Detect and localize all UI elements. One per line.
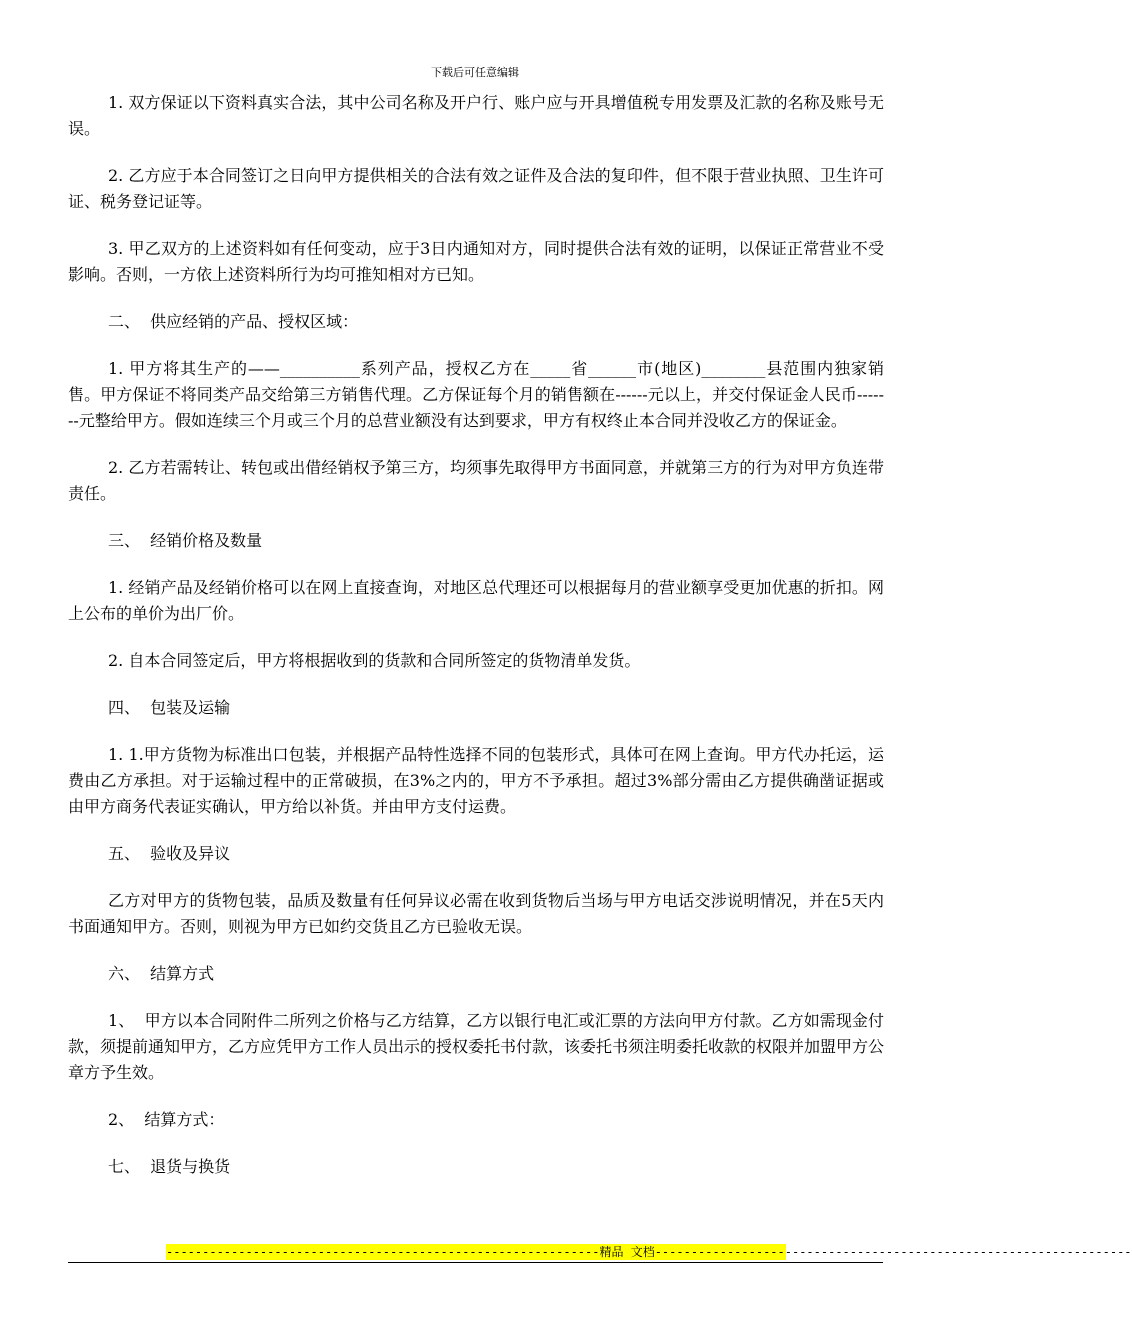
clause-paragraph: 2、 结算方式： [108, 1110, 225, 1129]
clause-paragraph: 1. 经销产品及经销价格可以在网上直接查询，对地区总代理还可以根据每月的营业额享受更加优惠的折扣。网上公布的单价为出厂价。 [68, 578, 884, 623]
section-heading: 七、 退货与换货 [108, 1157, 231, 1176]
footer-divider [68, 1262, 883, 1263]
section-heading: 二、 供应经销的产品、授权区域： [108, 312, 359, 331]
section-heading: 三、 经销价格及数量 [108, 531, 263, 550]
clause-paragraph: 2. 乙方若需转让、转包或出借经销权予第三方，均须事先取得甲方书面同意，并就第三方的行为对甲方负连带责任。 [68, 458, 884, 503]
clause-paragraph: 1. 1.甲方货物为标准出口包装，并根据产品特性选择不同的包装形式，具体可在网上查询。甲方代办托运，运费由乙方承担。对于运输过程中的正常破损，在3%之内的，甲方不予承担。超过3%部分需由乙方提供确凿证据或由甲方商务代表证实确认，甲方给以补货。并由甲方支付运费。 [68, 745, 884, 816]
clause-paragraph: 2. 自本合同签定后，甲方将根据收到的货款和合同所签定的货物清单发货。 [108, 651, 641, 670]
clause-paragraph: 1. 双方保证以下资料真实合法，其中公司名称及开户行、账户应与开具增值税专用发票及汇款的名称及账号无误。 [68, 93, 884, 138]
clause-paragraph: 1、 甲方以本合同附件二所列之价格与乙方结算，乙方以银行电汇或汇票的方法向甲方付款。乙方如需现金付款，须提前通知甲方，乙方应凭甲方工作人员出示的授权委托书付款，该委托书须注明委托收款的权限并加盟甲方公章方予生效。 [68, 1011, 885, 1082]
clause-paragraph: 2. 乙方应于本合同签订之日向甲方提供相关的合法有效之证件及合法的复印件，但不限于营业执照、卫生许可证、税务登记证等。 [68, 166, 884, 211]
page-footer-note: ------------------------------------------------------------精品 文档------------------------------------------------------------------ [166, 1245, 1132, 1259]
section-heading: 四、 包装及运输 [108, 698, 231, 717]
clause-paragraph: 1. 甲方将其生产的——__________系列产品，授权乙方在_____省______市(地区)________县范围内独家销售。甲方保证不将同类产品交给第三方销售代理。乙方保证每个月的销售额在------元以上，并交付保证金人民币-------元整给甲方。假如连续三个月或三个月的总营业额没有达到要求，甲方有权终止本合同并没收乙方的保证金。 [68, 359, 884, 430]
document-body [68, 90, 884, 1180]
section-heading: 五、 验收及异议 [108, 844, 231, 863]
clause-paragraph: 乙方对甲方的货物包装，品质及数量有任何异议必需在收到货物后当场与甲方电话交涉说明情况，并在5天内书面通知甲方。否则，则视为甲方已如约交货且乙方已验收无误。 [68, 891, 884, 936]
page-header-note: 下载后可任意编辑 [431, 66, 519, 79]
section-heading: 六、 结算方式 [108, 964, 215, 983]
clause-paragraph: 3. 甲乙双方的上述资料如有任何变动，应于3日内通知对方，同时提供合法有效的证明，以保证正常营业不受影响。否则，一方依上述资料所行为均可推知相对方已知。 [68, 239, 884, 284]
